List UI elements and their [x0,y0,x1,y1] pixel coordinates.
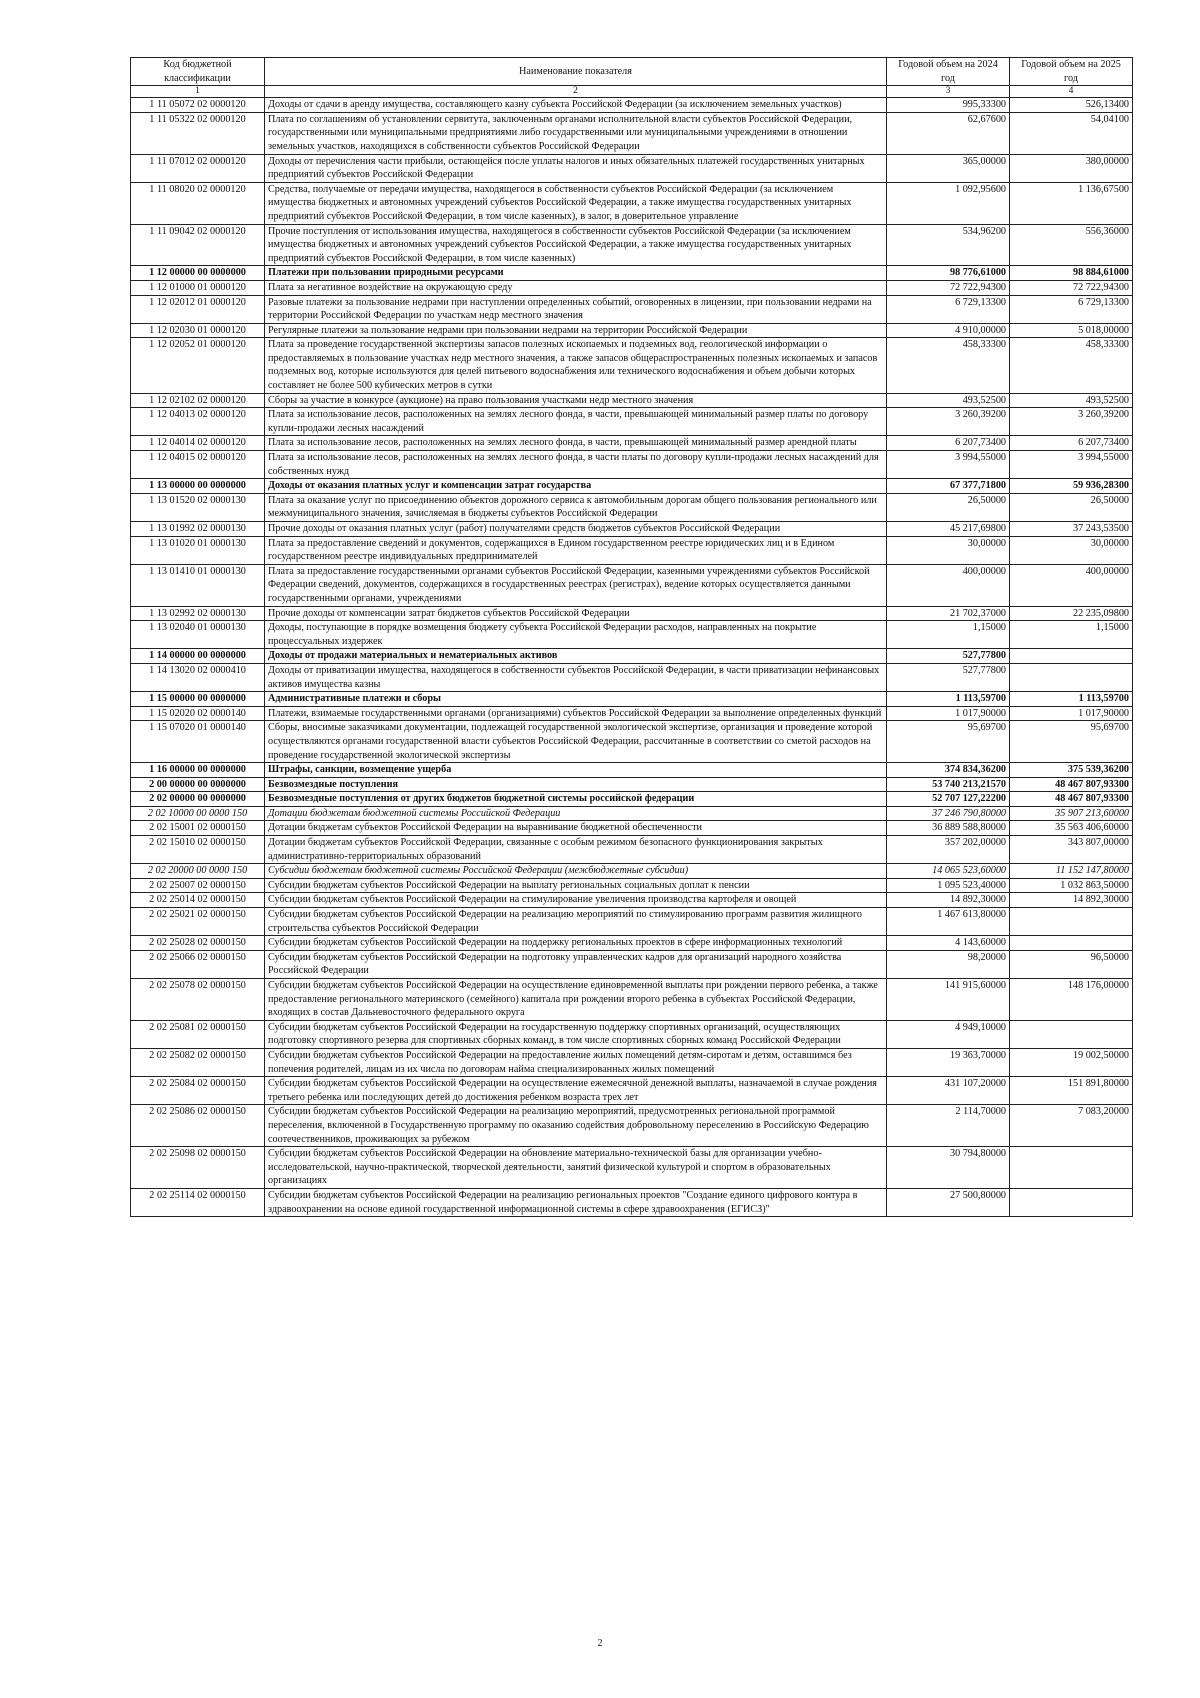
amount-2025-cell: 11 152 147,80000 [1010,864,1133,879]
amount-2024-cell: 36 889 588,80000 [887,821,1010,836]
budget-code-cell: 2 02 25014 02 0000150 [131,893,265,908]
amount-2025-cell: 3 260,39200 [1010,408,1133,436]
amount-2024-cell: 6 729,13300 [887,295,1010,323]
amount-2024-cell: 365,00000 [887,154,1010,182]
amount-2025-cell: 96,50000 [1010,950,1133,978]
table-row [131,536,1133,564]
amount-2025-cell: 26,50000 [1010,493,1133,521]
indicator-name-cell: Плата за предоставление государственными органами субъектов Российской Федерации, казенными учреждениями субъектов Российской Федерации сведений, документов, содержащихся в государственных реестрах (регистрах), ведение которых осуществляется данными государственными органами, учреждениями [265,564,887,606]
amount-2024-cell: 1 092,95600 [887,182,1010,224]
table-row [131,154,1133,182]
amount-2024-cell: 1,15000 [887,621,1010,649]
table-body [131,98,1133,1217]
budget-code-cell: 2 02 15010 02 0000150 [131,836,265,864]
amount-2025-cell: 54,04100 [1010,112,1133,154]
table-row [131,663,1133,691]
table-row [131,777,1133,792]
table-row [131,621,1133,649]
table-row [131,522,1133,537]
amount-2025-cell: 556,36000 [1010,224,1133,266]
budget-code-cell: 1 13 01520 02 0000130 [131,493,265,521]
amount-2025-cell: 1,15000 [1010,621,1133,649]
table-row [131,1188,1133,1216]
amount-2025-cell: 148 176,00000 [1010,979,1133,1021]
table-row [131,479,1133,494]
budget-code-cell: 1 11 07012 02 0000120 [131,154,265,182]
budget-code-cell: 1 14 13020 02 0000410 [131,663,265,691]
budget-code-cell: 1 13 02992 02 0000130 [131,606,265,621]
indicator-name-cell: Субсидии бюджетам субъектов Российской Федерации на предоставление жилых помещений детям-сиротам и детям, оставшимся без попечения родителей, лицам из их числа по договорам найма специализированных жилых помещений [265,1048,887,1076]
column-number: 3 [887,86,1010,98]
table-row [131,606,1133,621]
amount-2024-cell: 72 722,94300 [887,280,1010,295]
amount-2025-cell: 35 907 213,60000 [1010,806,1133,821]
amount-2024-cell: 95,69700 [887,721,1010,763]
indicator-name-cell: Сборы, вносимые заказчиками документации, подлежащей государственной экологической экспертизе, организация и проведение которой осуществляются органами государственной власти субъектов Российской Федерации, рассчитанные в соответствии со сметой расходов на проведение государственной экологической экспертизы [265,721,887,763]
table-row [131,864,1133,879]
indicator-name-cell: Средства, получаемые от передачи имущества, находящегося в собственности субъектов Российской Федерации (за исключением имущества бюджетных и автономных учреждений субъектов Российской Федерации, а также имущества государственных унитарных предприятий субъектов Российской Федерации, в том числе казенных), в залог, в доверительное управление [265,182,887,224]
indicator-name-cell: Плата по соглашениям об установлении сервитута, заключенным органами исполнительной власти субъектов Российской Федерации, государственными или муниципальными предприятиями либо государственными или муниципальными учреждениями в отношении земельных участков, находящихся в собственности субъектов Российской Федерации [265,112,887,154]
table-row [131,979,1133,1021]
amount-2024-cell: 1 467 613,80000 [887,908,1010,936]
amount-2024-cell: 62,67600 [887,112,1010,154]
amount-2025-cell: 72 722,94300 [1010,280,1133,295]
amount-2025-cell: 151 891,80000 [1010,1077,1133,1105]
amount-2025-cell: 48 467 807,93300 [1010,777,1133,792]
header-name: Наименование показателя [265,58,887,86]
indicator-name-cell: Плата за оказание услуг по присоединению объектов дорожного сервиса к автомобильным дорогам общего пользования регионального или межмуниципального значения, зачисляемая в бюджеты субъектов Российской Федерации [265,493,887,521]
table-row [131,1048,1133,1076]
amount-2024-cell: 4 949,10000 [887,1020,1010,1048]
table-row [131,692,1133,707]
column-number: 1 [131,86,265,98]
indicator-name-cell: Платежи, взимаемые государственными органами (организациями) субъектов Российской Федерации за выполнение определенных функций [265,706,887,721]
budget-code-cell: 1 12 00000 00 0000000 [131,266,265,281]
amount-2025-cell: 30,00000 [1010,536,1133,564]
amount-2025-cell: 1 017,90000 [1010,706,1133,721]
amount-2025-cell: 6 729,13300 [1010,295,1133,323]
amount-2024-cell: 1 095 523,40000 [887,878,1010,893]
table-row [131,792,1133,807]
budget-code-cell: 2 02 20000 00 0000 150 [131,864,265,879]
table-row [131,1020,1133,1048]
indicator-name-cell: Безвозмездные поступления [265,777,887,792]
header-code: Код бюджетной классификации [131,58,265,86]
amount-2025-cell [1010,936,1133,951]
amount-2025-cell: 493,52500 [1010,393,1133,408]
amount-2024-cell: 45 217,69800 [887,522,1010,537]
indicator-name-cell: Субсидии бюджетам субъектов Российской Федерации на выплату региональных социальных доплат к пенсии [265,878,887,893]
page-number: 2 [597,1638,603,1649]
indicator-name-cell: Штрафы, санкции, возмещение ущерба [265,763,887,778]
header-year-2024: Годовой объем на 2024 год [887,58,1010,86]
amount-2025-cell: 5 018,00000 [1010,323,1133,338]
budget-code-cell: 2 02 25086 02 0000150 [131,1105,265,1147]
indicator-name-cell: Дотации бюджетам субъектов Российской Федерации, связанные с особым режимом безопасного функционирования закрытых административно-территориальных образований [265,836,887,864]
budget-code-cell: 1 12 04014 02 0000120 [131,436,265,451]
indicator-name-cell: Субсидии бюджетам субъектов Российской Федерации на осуществление ежемесячной денежной выплаты, назначаемой в случае рождения третьего ребенка или последующих детей до достижения ребенком возраста трех лет [265,1077,887,1105]
budget-code-cell: 1 13 01992 02 0000130 [131,522,265,537]
table-row [131,224,1133,266]
amount-2025-cell: 95,69700 [1010,721,1133,763]
amount-2024-cell: 534,96200 [887,224,1010,266]
budget-code-cell: 1 15 07020 01 0000140 [131,721,265,763]
amount-2024-cell: 53 740 213,21570 [887,777,1010,792]
indicator-name-cell: Прочие доходы от оказания платных услуг (работ) получателями средств бюджетов субъектов Российской Федерации [265,522,887,537]
amount-2025-cell: 22 235,09800 [1010,606,1133,621]
indicator-name-cell: Плата за использование лесов, расположенных на землях лесного фонда, в части платы по договору купли-продажи лесных насаждений для собственных нужд [265,451,887,479]
amount-2024-cell: 98,20000 [887,950,1010,978]
table-row [131,821,1133,836]
budget-code-cell: 2 02 25021 02 0000150 [131,908,265,936]
amount-2025-cell [1010,663,1133,691]
budget-code-cell: 1 13 01410 01 0000130 [131,564,265,606]
amount-2025-cell: 35 563 406,60000 [1010,821,1133,836]
table-row [131,182,1133,224]
budget-code-cell: 1 12 02012 01 0000120 [131,295,265,323]
budget-code-cell: 1 12 04015 02 0000120 [131,451,265,479]
amount-2025-cell: 458,33300 [1010,338,1133,393]
amount-2024-cell: 21 702,37000 [887,606,1010,621]
amount-2024-cell: 27 500,80000 [887,1188,1010,1216]
amount-2024-cell: 527,77800 [887,663,1010,691]
amount-2024-cell: 374 834,36200 [887,763,1010,778]
budget-code-cell: 1 11 08020 02 0000120 [131,182,265,224]
budget-code-cell: 2 02 00000 00 0000000 [131,792,265,807]
amount-2024-cell: 995,33300 [887,98,1010,113]
indicator-name-cell: Субсидии бюджетам субъектов Российской Федерации на реализацию мероприятий, предусмотренных региональной программой переселения, включенной в Государственную программу по оказанию содействия добровольному переселению в Российскую Федерацию соотечественников, проживающих за рубежом [265,1105,887,1147]
indicator-name-cell: Субсидии бюджетам субъектов Российской Федерации на поддержку региональных проектов в сфере информационных технологий [265,936,887,951]
indicator-name-cell: Субсидии бюджетам субъектов Российской Федерации на подготовку управленческих кадров для организаций народного хозяйства Российской Федерации [265,950,887,978]
indicator-name-cell: Субсидии бюджетам бюджетной системы Российской Федерации (межбюджетные субсидии) [265,864,887,879]
indicator-name-cell: Субсидии бюджетам субъектов Российской Федерации на государственную поддержку спортивных организаций, осуществляющих подготовку спортивного резерва для спортивных сборных команд, в том числе спортивных сборных команд Российской Федерации [265,1020,887,1048]
amount-2024-cell: 26,50000 [887,493,1010,521]
amount-2025-cell: 343 807,00000 [1010,836,1133,864]
table-row [131,706,1133,721]
table-row [131,98,1133,113]
indicator-name-cell: Доходы, поступающие в порядке возмещения бюджету субъекта Российской Федерации расходов, направленных на покрытие процессуальных издержек [265,621,887,649]
amount-2024-cell: 37 246 790,80000 [887,806,1010,821]
budget-code-cell: 1 13 01020 01 0000130 [131,536,265,564]
amount-2025-cell [1010,1188,1133,1216]
amount-2025-cell [1010,1147,1133,1189]
budget-code-cell: 2 02 25078 02 0000150 [131,979,265,1021]
indicator-name-cell: Дотации бюджетам бюджетной системы Российской Федерации [265,806,887,821]
budget-code-cell: 1 11 09042 02 0000120 [131,224,265,266]
table-header-row [131,58,1133,86]
amount-2024-cell: 141 915,60000 [887,979,1010,1021]
indicator-name-cell: Доходы от приватизации имущества, находящегося в собственности субъектов Российской Федерации, в части приватизации нефинансовых активов имущества казны [265,663,887,691]
amount-2024-cell: 4 143,60000 [887,936,1010,951]
amount-2025-cell: 6 207,73400 [1010,436,1133,451]
column-number: 4 [1010,86,1133,98]
budget-code-cell: 1 11 05322 02 0000120 [131,112,265,154]
budget-code-cell: 2 02 10000 00 0000 150 [131,806,265,821]
budget-code-cell: 1 14 00000 00 0000000 [131,649,265,664]
budget-code-cell: 1 13 00000 00 0000000 [131,479,265,494]
amount-2025-cell: 19 002,50000 [1010,1048,1133,1076]
indicator-name-cell: Доходы от продажи материальных и нематериальных активов [265,649,887,664]
table-row [131,649,1133,664]
header-year-2025: Годовой объем на 2025 год [1010,58,1133,86]
indicator-name-cell: Плата за использование лесов, расположенных на землях лесного фонда, в части, превышающей минимальный размер платы по договору купли-продажи лесных насаждений [265,408,887,436]
budget-code-cell: 2 02 25098 02 0000150 [131,1147,265,1189]
table-row [131,908,1133,936]
budget-code-cell: 1 12 02102 02 0000120 [131,393,265,408]
budget-code-cell: 2 02 25114 02 0000150 [131,1188,265,1216]
indicator-name-cell: Платежи при пользовании природными ресурсами [265,266,887,281]
indicator-name-cell: Субсидии бюджетам субъектов Российской Федерации на обновление материально-технической базы для организации учебно-исследовательской, научно-практической, творческой деятельности, занятий физической культурой и спортом в образовательных организациях [265,1147,887,1189]
amount-2025-cell [1010,1020,1133,1048]
indicator-name-cell: Субсидии бюджетам субъектов Российской Федерации на осуществление единовременной выплаты при рождении первого ребенка, а также предоставление регионального материнского (семейного) капитала при рождении второго ребенка в субъектах Российской Федерации, входящих в состав Дальневосточного федерального округа [265,979,887,1021]
amount-2025-cell: 1 136,67500 [1010,182,1133,224]
amount-2024-cell: 6 207,73400 [887,436,1010,451]
amount-2024-cell: 14 065 523,60000 [887,864,1010,879]
amount-2025-cell: 1 113,59700 [1010,692,1133,707]
table-row [131,408,1133,436]
amount-2025-cell: 37 243,53500 [1010,522,1133,537]
table-row [131,323,1133,338]
budget-code-cell: 2 02 15001 02 0000150 [131,821,265,836]
indicator-name-cell: Субсидии бюджетам субъектов Российской Федерации на реализацию региональных проектов "Создание единого цифрового контура в здравоохранении на основе единой государственной информационной системы в сфере здравоохранения (ЕГИСЗ)" [265,1188,887,1216]
table-row [131,451,1133,479]
amount-2025-cell: 98 884,61000 [1010,266,1133,281]
amount-2024-cell: 458,33300 [887,338,1010,393]
budget-code-cell: 2 02 25084 02 0000150 [131,1077,265,1105]
indicator-name-cell: Плата за негативное воздействие на окружающую среду [265,280,887,295]
budget-code-cell: 1 15 00000 00 0000000 [131,692,265,707]
amount-2025-cell: 48 467 807,93300 [1010,792,1133,807]
table-row [131,836,1133,864]
indicator-name-cell: Прочие доходы от компенсации затрат бюджетов субъектов Российской Федерации [265,606,887,621]
budget-code-cell: 1 12 04013 02 0000120 [131,408,265,436]
column-number: 2 [265,86,887,98]
indicator-name-cell: Административные платежи и сборы [265,692,887,707]
amount-2024-cell: 19 363,70000 [887,1048,1010,1076]
amount-2024-cell: 1 113,59700 [887,692,1010,707]
budget-code-cell: 1 12 01000 01 0000120 [131,280,265,295]
amount-2025-cell: 526,13400 [1010,98,1133,113]
amount-2024-cell: 431 107,20000 [887,1077,1010,1105]
table-row [131,112,1133,154]
budget-code-cell: 2 02 25028 02 0000150 [131,936,265,951]
amount-2024-cell: 14 892,30000 [887,893,1010,908]
indicator-name-cell: Плата за проведение государственной экспертизы запасов полезных ископаемых и подземных вод, геологической информации о предоставляемых в пользование участках недр местного значения, а также запасов общераспространенных полезных ископаемых и запасов подземных вод, которые используются для целей питьевого водоснабжения или технического водоснабжения и объем добычи которых составляет не более 500 кубических метров в сутки [265,338,887,393]
table-row [131,893,1133,908]
indicator-name-cell: Прочие поступления от использования имущества, находящегося в собственности субъектов Российской Федерации (за исключением имущества бюджетных и автономных учреждений субъектов Российской Федерации, а также имущества государственных унитарных предприятий субъектов Российской Федерации, в том числе казенных) [265,224,887,266]
amount-2025-cell: 7 083,20000 [1010,1105,1133,1147]
amount-2025-cell: 375 539,36200 [1010,763,1133,778]
indicator-name-cell: Безвозмездные поступления от других бюджетов бюджетной системы российской федерации [265,792,887,807]
table-row [131,338,1133,393]
table-row [131,266,1133,281]
table-row [131,295,1133,323]
budget-code-cell: 1 11 05072 02 0000120 [131,98,265,113]
amount-2024-cell: 67 377,71800 [887,479,1010,494]
budget-code-cell: 1 16 00000 00 0000000 [131,763,265,778]
amount-2024-cell: 30 794,80000 [887,1147,1010,1189]
amount-2024-cell: 30,00000 [887,536,1010,564]
indicator-name-cell: Субсидии бюджетам субъектов Российской Федерации на реализацию мероприятий по стимулированию программ развития жилищного строительства субъектов Российской Федерации [265,908,887,936]
table-row [131,436,1133,451]
indicator-name-cell: Плата за предоставление сведений и документов, содержащихся в Едином государственном реестре юридических лиц и в Едином государственном реестре индивидуальных предпринимателей [265,536,887,564]
indicator-name-cell: Доходы от перечисления части прибыли, остающейся после уплаты налогов и иных обязательных платежей государственных унитарных предприятий субъектов Российской Федерации [265,154,887,182]
indicator-name-cell: Плата за использование лесов, расположенных на землях лесного фонда, в части, превышающей минимальный размер арендной платы [265,436,887,451]
indicator-name-cell: Доходы от сдачи в аренду имущества, составляющего казну субъекта Российской Федерации (за исключением земельных участков) [265,98,887,113]
indicator-name-cell: Субсидии бюджетам субъектов Российской Федерации на стимулирование увеличения производства картофеля и овощей [265,893,887,908]
table-row [131,763,1133,778]
indicator-name-cell: Регулярные платежи за пользование недрами при пользовании недрами на территории Российской Федерации [265,323,887,338]
amount-2024-cell: 2 114,70000 [887,1105,1010,1147]
amount-2025-cell: 400,00000 [1010,564,1133,606]
table-row [131,721,1133,763]
amount-2024-cell: 1 017,90000 [887,706,1010,721]
table-row [131,1147,1133,1189]
budget-code-cell: 2 00 00000 00 0000000 [131,777,265,792]
budget-code-cell: 1 13 02040 01 0000130 [131,621,265,649]
amount-2025-cell: 14 892,30000 [1010,893,1133,908]
column-number-row [131,86,1133,98]
amount-2024-cell: 3 994,55000 [887,451,1010,479]
amount-2025-cell: 1 032 863,50000 [1010,878,1133,893]
amount-2025-cell [1010,649,1133,664]
amount-2025-cell: 380,00000 [1010,154,1133,182]
table-row [131,806,1133,821]
budget-code-cell: 2 02 25081 02 0000150 [131,1020,265,1048]
table-row [131,1077,1133,1105]
amount-2024-cell: 4 910,00000 [887,323,1010,338]
amount-2024-cell: 527,77800 [887,649,1010,664]
amount-2024-cell: 400,00000 [887,564,1010,606]
amount-2024-cell: 52 707 127,22200 [887,792,1010,807]
table-row [131,493,1133,521]
table-row [131,1105,1133,1147]
revenue-table [130,57,1133,1217]
budget-code-cell: 1 12 02030 01 0000120 [131,323,265,338]
amount-2024-cell: 98 776,61000 [887,266,1010,281]
table-row [131,936,1133,951]
amount-2025-cell: 3 994,55000 [1010,451,1133,479]
table-row [131,878,1133,893]
table-row [131,564,1133,606]
indicator-name-cell: Дотации бюджетам субъектов Российской Федерации на выравнивание бюджетной обеспеченности [265,821,887,836]
budget-code-cell: 2 02 25066 02 0000150 [131,950,265,978]
budget-code-cell: 2 02 25007 02 0000150 [131,878,265,893]
table-row [131,280,1133,295]
budget-code-cell: 2 02 25082 02 0000150 [131,1048,265,1076]
amount-2024-cell: 357 202,00000 [887,836,1010,864]
amount-2025-cell [1010,908,1133,936]
amount-2025-cell: 59 936,28300 [1010,479,1133,494]
table-row [131,950,1133,978]
budget-code-cell: 1 15 02020 02 0000140 [131,706,265,721]
amount-2024-cell: 493,52500 [887,393,1010,408]
budget-code-cell: 1 12 02052 01 0000120 [131,338,265,393]
table-row [131,393,1133,408]
indicator-name-cell: Сборы за участие в конкурсе (аукционе) на право пользования участками недр местного значения [265,393,887,408]
indicator-name-cell: Разовые платежи за пользование недрами при наступлении определенных событий, оговоренных в лицензии, при пользовании недрами на территории Российской Федерации по участкам недр местного значения [265,295,887,323]
indicator-name-cell: Доходы от оказания платных услуг и компенсации затрат государства [265,479,887,494]
amount-2024-cell: 3 260,39200 [887,408,1010,436]
